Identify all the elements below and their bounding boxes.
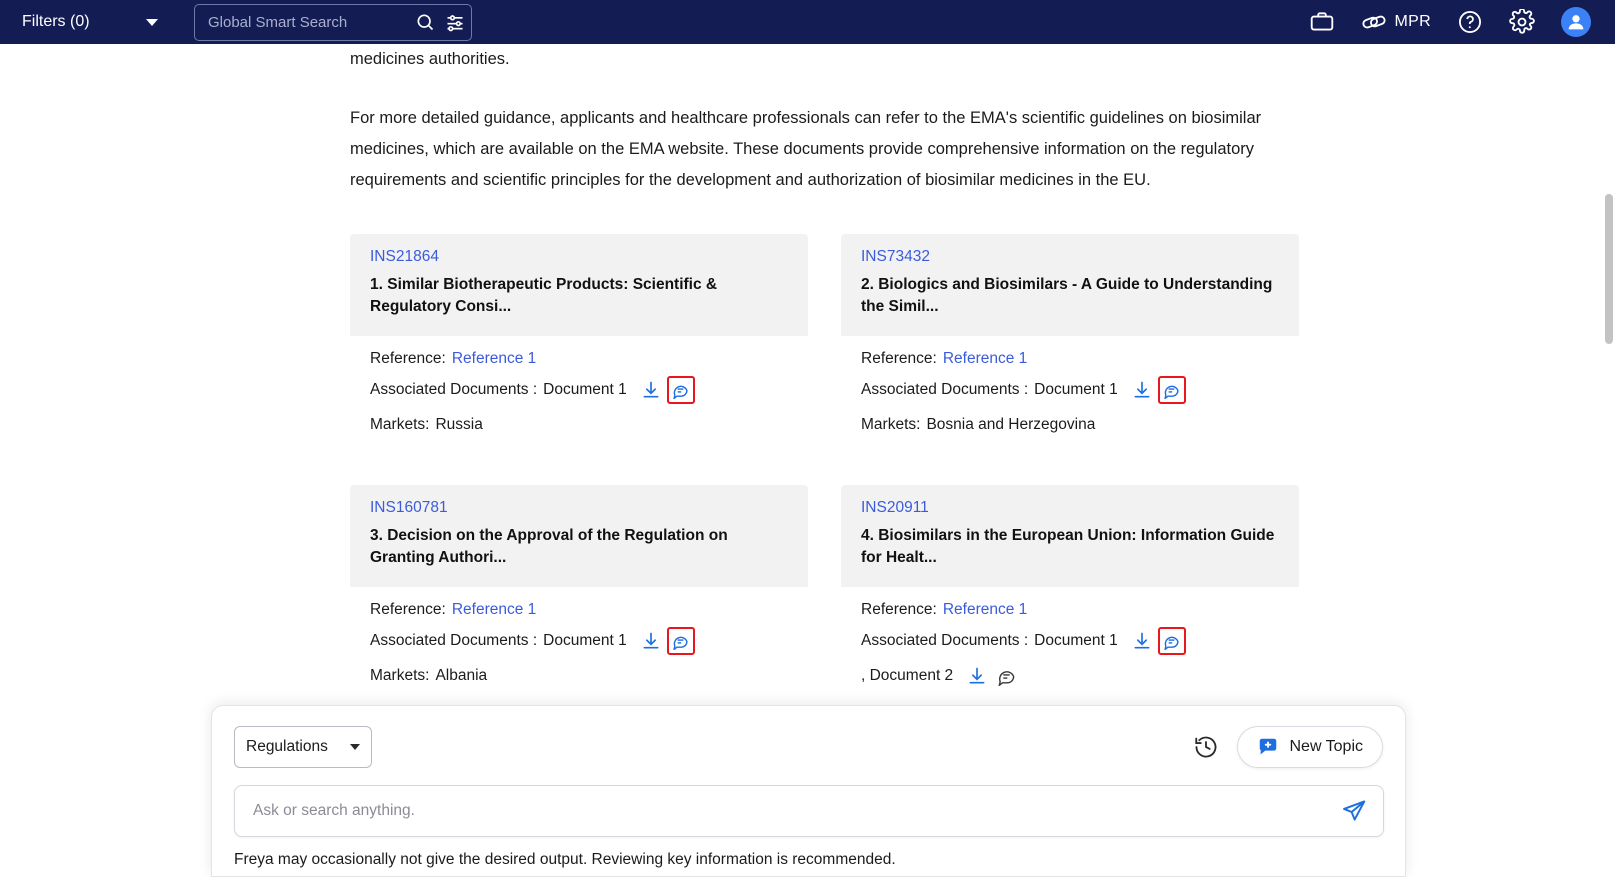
card-title: 4. Biosimilars in the European Union: Information Guide for Healt... — [861, 527, 1275, 566]
reference-row — [861, 350, 1279, 368]
chat-disclaimer: Freya may occasionally not give the desired output. Reviewing key information is recommended. — [234, 851, 896, 868]
markets-row — [370, 416, 788, 434]
markets-value: Russia — [435, 416, 483, 433]
document-actions — [641, 376, 695, 404]
comment-icon[interactable] — [667, 376, 695, 404]
reference-link[interactable]: Reference 1 — [942, 601, 1028, 618]
pill-icon — [1361, 9, 1387, 35]
card-id[interactable]: INS21864 — [370, 248, 439, 265]
card-header — [350, 485, 808, 587]
card-body — [350, 587, 808, 701]
document-label: Document 1 — [1034, 632, 1118, 649]
markets-value: Bosnia and Herzegovina — [926, 416, 1096, 433]
reference-row — [370, 350, 788, 368]
chat-add-icon — [1257, 736, 1279, 758]
chevron-down-icon[interactable] — [350, 744, 360, 750]
associated-documents-row — [861, 627, 1279, 655]
markets-label: Markets: — [861, 416, 921, 433]
comment-icon[interactable] — [993, 663, 1019, 689]
card-title: 1. Similar Biotherapeutic Products: Scientific & Regulatory Consi... — [370, 276, 718, 315]
help-circle-icon[interactable] — [1457, 9, 1483, 35]
topbar-actions — [1309, 7, 1597, 37]
reference-row — [370, 601, 788, 619]
card-body — [841, 336, 1299, 450]
associated-documents-row — [861, 376, 1279, 404]
card-id[interactable]: INS20911 — [861, 499, 929, 516]
result-card[interactable] — [350, 234, 808, 450]
card-header — [350, 234, 808, 336]
chat-toolbar-actions — [1193, 726, 1383, 768]
reference-link[interactable]: Reference 1 — [451, 350, 537, 367]
mode-select-value: Regulations — [246, 738, 328, 755]
chat-input-container[interactable] — [234, 785, 1384, 837]
card-header — [841, 234, 1299, 336]
document-label: Document 1 — [543, 632, 627, 649]
mode-select[interactable] — [234, 726, 372, 768]
comment-icon[interactable] — [1158, 627, 1186, 655]
document-label: Document 1 — [543, 381, 627, 398]
card-body — [841, 587, 1299, 705]
new-topic-button[interactable] — [1237, 726, 1383, 768]
user-avatar-icon[interactable] — [1561, 7, 1591, 37]
associated-documents-label: Associated Documents : — [861, 632, 1029, 649]
markets-label: Markets: — [370, 416, 430, 433]
card-id[interactable]: INS160781 — [370, 499, 448, 516]
gear-icon[interactable] — [1509, 9, 1535, 35]
new-topic-label: New Topic — [1289, 738, 1363, 755]
download-icon[interactable] — [1132, 380, 1152, 400]
markets-value: Albania — [435, 667, 488, 684]
document-actions — [1132, 627, 1186, 655]
markets-label: Markets: — [370, 667, 430, 684]
card-id[interactable]: INS73432 — [861, 248, 930, 265]
download-icon[interactable] — [967, 666, 987, 686]
reference-label: Reference: — [861, 601, 937, 618]
mpr-label: MPR — [1394, 13, 1431, 30]
sliders-icon[interactable] — [445, 12, 465, 32]
card-title: 3. Decision on the Approval of the Regulation on Granting Authori... — [370, 527, 728, 566]
paragraph-partial: medicines authorities. — [350, 50, 510, 68]
reference-label: Reference: — [861, 350, 937, 367]
search-input[interactable] — [206, 13, 409, 32]
result-card[interactable] — [350, 485, 808, 705]
download-icon[interactable] — [641, 631, 661, 651]
associated-documents-row-second — [861, 663, 1279, 689]
global-search-container[interactable] — [194, 4, 472, 41]
markets-row — [370, 667, 788, 685]
chat-answer-content — [0, 44, 1615, 705]
card-title: 2. Biologics and Biosimilars - A Guide to Understanding the Simil... — [861, 276, 1273, 315]
result-card[interactable] — [841, 234, 1299, 450]
send-icon[interactable] — [1341, 798, 1367, 824]
associated-documents-label: Associated Documents : — [861, 381, 1029, 398]
chat-toolbar — [234, 726, 1383, 768]
briefcase-icon[interactable] — [1309, 9, 1335, 35]
document-actions — [641, 627, 695, 655]
document-label: Document 1 — [1034, 381, 1118, 398]
comment-icon[interactable] — [1158, 376, 1186, 404]
paragraph-spacer — [0, 75, 1615, 103]
mpr-button[interactable] — [1361, 9, 1431, 35]
associated-documents-row — [370, 376, 788, 404]
chat-input-panel — [211, 705, 1406, 877]
result-card[interactable] — [841, 485, 1299, 705]
download-icon[interactable] — [641, 380, 661, 400]
vertical-scrollbar[interactable] — [1605, 90, 1613, 865]
associated-documents-label: Associated Documents : — [370, 632, 538, 649]
document-label: , Document 2 — [861, 667, 954, 684]
chat-input[interactable] — [251, 801, 1341, 821]
filters-label: Filters (0) — [22, 13, 90, 30]
associated-documents-label: Associated Documents : — [370, 381, 538, 398]
card-header — [841, 485, 1299, 587]
document-actions — [967, 663, 1019, 689]
paragraph-full: For more detailed guidance, applicants and healthcare professionals can refer to the EMA's scientific guidelines on biosimilar medicines, which are available on the EMA website. These documents provide comprehensive information on the regulatory requirements and scientific principles for the development and authorization of biosimilar medicines in the EU. — [350, 109, 1262, 189]
reference-label: Reference: — [370, 350, 446, 367]
download-icon[interactable] — [1132, 631, 1152, 651]
reference-link[interactable]: Reference 1 — [451, 601, 537, 618]
search-icon[interactable] — [415, 12, 435, 32]
history-clock-icon[interactable] — [1193, 734, 1219, 760]
chevron-down-icon[interactable] — [146, 19, 158, 26]
result-cards-grid — [350, 234, 1300, 705]
card-body — [350, 336, 808, 450]
associated-documents-row — [370, 627, 788, 655]
reference-row — [861, 601, 1279, 619]
scrollbar-thumb[interactable] — [1605, 194, 1613, 344]
document-actions — [1132, 376, 1186, 404]
markets-row — [861, 416, 1279, 434]
filters-dropdown[interactable] — [22, 13, 172, 31]
reference-link[interactable]: Reference 1 — [942, 350, 1028, 367]
reference-label: Reference: — [370, 601, 446, 618]
comment-icon[interactable] — [667, 627, 695, 655]
top-navigation-bar — [0, 0, 1615, 44]
